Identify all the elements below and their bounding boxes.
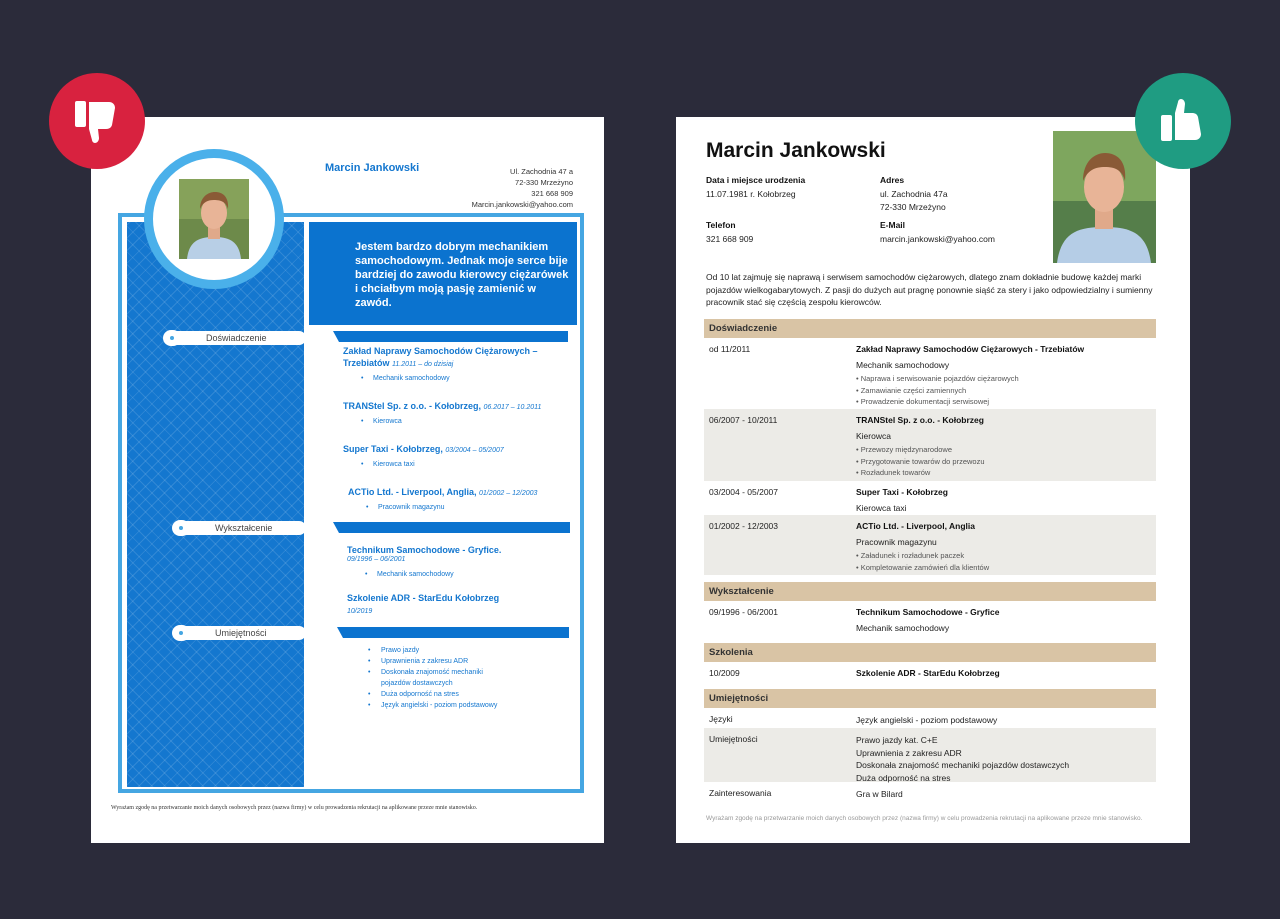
list-item: pojazdów dostawczych: [381, 680, 453, 687]
table-row: [704, 782, 1156, 804]
table-row: [704, 338, 1156, 408]
list-item: • Prawo jazdy: [366, 645, 497, 656]
email-value: marcin.jankowski@yahoo.com: [880, 234, 995, 244]
cv-summary: Od 10 lat zajmuję się naprawą i serwisem samochodów ciężarowych, dlatego znam dokładnie budowę każdej marki pojazdów wielkogabarytowych. Z pasji do dużych aut pragnę ponownie siąść za stery i jako odpowiedzialny i sumienny pracownik stać się częścią zespołu kierowców.: [706, 272, 1153, 307]
company: ACTio Ltd. - Liverpool, Anglia: [856, 521, 975, 531]
list-item: • Doskonała znajomość mechaniki: [366, 667, 497, 678]
phone-label: Telefon: [706, 220, 736, 230]
role: Kierowca taxi: [856, 503, 907, 513]
thumbs-down-badge: [49, 73, 145, 169]
dates: 01/2002 – 12/2003: [479, 490, 538, 497]
section-dot: [163, 330, 181, 346]
school: Technikum Samochodowe - Gryfice: [856, 607, 1000, 617]
task: • Kompletowanie zamówień dla klientów: [856, 562, 990, 572]
role: • Kierowca taxi: [343, 461, 568, 468]
heading-education: Wykształcenie: [704, 582, 1156, 601]
section-dot: [172, 625, 190, 641]
dates: 10/2009: [709, 668, 740, 678]
education-entry: [347, 592, 569, 615]
avatar: [1053, 131, 1156, 263]
experience-entry: [343, 345, 568, 382]
skills-label: Umiejętności: [709, 734, 758, 744]
contact-city: 72-330 Mrzeżyno: [515, 178, 573, 187]
role: • Pracownik magazynu: [348, 504, 568, 511]
contact-email: Marcin.jankowski@yahoo.com: [471, 200, 573, 209]
company: Super Taxi - Kołobrzeg: [856, 487, 948, 497]
skill-item: Prawo jazdy kat. C+E: [856, 735, 938, 745]
address-line2: 72-330 Mrzeżyno: [880, 202, 946, 212]
contact-block: [472, 166, 573, 210]
dates: 03/2004 – 05/2007: [445, 447, 504, 454]
contact-phone: 321 668 909: [531, 189, 573, 198]
task: • Naprawa i serwisowanie pojazdów ciężarowych: [856, 374, 1019, 383]
experience-entry: [348, 486, 568, 511]
task: • Zamawianie części zamiennych: [856, 385, 967, 395]
task: • Przygotowanie towarów do przewozu: [856, 456, 985, 466]
dates: 11.2011 – do dzisiaj: [392, 361, 454, 368]
thumbs-down-icon: [69, 93, 125, 149]
section-dot: [172, 520, 190, 536]
table-row: [704, 728, 1156, 782]
consent-footer: Wyrażam zgodę na przetwarzanie moich danych osobowych przez (nazwa firmy) w celu prowadzenia rekrutacji na aplikowane przeze mnie stanowisko.: [111, 805, 478, 811]
task: • Prowadzenie dokumentacji serwisowej: [856, 397, 990, 406]
consent-footer: Wyrażam zgodę na przetwarzanie moich danych osobowych przez (nazwa firmy) w celu prowadzenia rekrutacji na aplikowane przeze mnie stanowisko.: [706, 815, 1143, 822]
cv-name: Marcin Jankowski: [706, 139, 886, 162]
photo-ring: [144, 149, 284, 289]
company: Zakład Naprawy Samochodów Ciężarowych – Trzebiatów: [343, 346, 538, 368]
address-label: Adres: [880, 175, 905, 185]
thumbs-up-icon: [1155, 93, 1211, 149]
experience-entry: [343, 443, 568, 468]
bad-cv-page: [91, 117, 604, 843]
languages-label: Języki: [709, 714, 733, 724]
role: • Kierowca: [343, 418, 568, 425]
address-line1: ul. Zachodnia 47a: [880, 189, 948, 199]
table-row: [704, 708, 1156, 728]
table-row: [704, 601, 1156, 637]
contact-address: Ul. Zachodnia 47 a: [510, 167, 573, 176]
table-row: [704, 515, 1156, 575]
thumbs-up-badge: [1135, 73, 1231, 169]
cv-intro: Jestem bardzo dobrym mechanikiem samochodowym. Jednak moje serce bije bardziej do zawodu kierowcy ciężarówek i chciałbym moją pasję zamienić w zawód.: [309, 222, 577, 325]
section-label-experience: Doświadczenie: [166, 331, 306, 345]
experience-entry: [343, 400, 568, 425]
company: Super Taxi - Kołobrzeg,: [343, 444, 443, 454]
skill-item: Uprawnienia z zakresu ADR: [856, 747, 962, 758]
dates: 01/2002 - 12/2003: [709, 521, 779, 531]
dates: 06.2017 – 10.2011: [483, 404, 542, 411]
task: • Przewozy międzynarodowe: [856, 445, 952, 454]
role: Mechanik samochodowy: [856, 623, 950, 633]
section-label-education: Wykształcenie: [175, 521, 306, 535]
section-bar: [339, 331, 568, 342]
dates: 06/2007 - 10/2011: [709, 415, 778, 425]
dates: 09/1996 - 06/2001: [709, 607, 779, 617]
education-entry: [347, 544, 569, 578]
table-row: [704, 409, 1156, 481]
email-label: E-Mail: [880, 220, 906, 230]
list-item: • Język angielski - poziom podstawowy: [366, 700, 497, 711]
skill-item: Duża odporność na stres: [856, 772, 951, 783]
section-bar: [339, 522, 570, 533]
heading-training: Szkolenia: [704, 643, 1156, 662]
phone-value: 321 668 909: [706, 234, 754, 244]
heading-skills: Umiejętności: [704, 689, 1156, 708]
section-label-skills: Umiejętności: [175, 626, 306, 640]
birth-value: 11.07.1981 r. Kołobrzeg: [706, 189, 796, 199]
school: Technikum Samochodowe - Gryfice.: [347, 545, 502, 555]
birth-label: Data i miejsce urodzenia: [706, 175, 806, 185]
task: • Rozładunek towarów: [856, 468, 931, 477]
cv-sidebar: [127, 222, 304, 787]
role: Mechanik samochodowy: [856, 360, 950, 370]
interests-label: Zainteresowania: [709, 788, 772, 798]
task: • Załadunek i rozładunek paczek: [856, 551, 965, 560]
avatar: [179, 179, 249, 259]
table-row: [704, 662, 1156, 684]
list-item: • Uprawnienia z zakresu ADR: [366, 656, 497, 667]
table-row: [704, 481, 1156, 515]
languages-value: Język angielski - poziom podstawowy: [856, 715, 998, 725]
skill-item: Doskonała znajomość mechaniki pojazdów dostawczych: [856, 760, 1070, 770]
role: Kierowca: [856, 431, 891, 441]
company: TRANStel Sp. z o.o. - Kołobrzeg: [856, 415, 984, 425]
cv-name: Marcin Jankowski: [325, 162, 420, 174]
good-cv-page: [676, 117, 1190, 843]
dates: od 11/2011: [709, 344, 751, 354]
company: Zakład Naprawy Samochodów Ciężarowych - Trzebiatów: [856, 344, 1085, 354]
company: TRANStel Sp. z o.o. - Kołobrzeg,: [343, 401, 481, 411]
school: Szkolenie ADR - StarEdu Kołobrzeg: [347, 593, 500, 603]
dates: 09/1996 – 06/2001: [347, 556, 406, 563]
role: • Mechanik samochodowy: [347, 571, 569, 578]
role: Pracownik magazynu: [856, 537, 937, 547]
dates: 03/2004 - 05/2007: [709, 487, 779, 497]
heading-experience: Doświadczenie: [704, 319, 1156, 338]
company: ACTio Ltd. - Liverpool, Anglia,: [348, 487, 477, 497]
skills-list: [366, 645, 497, 711]
training-name: Szkolenie ADR - StarEdu Kołobrzeg: [856, 668, 1000, 678]
role: • Mechanik samochodowy: [343, 375, 568, 382]
dates: 10/2019: [347, 608, 373, 615]
list-item: • Duża odporność na stres: [366, 689, 497, 700]
section-bar: [343, 627, 569, 638]
interests-value: Gra w Bilard: [856, 789, 903, 799]
